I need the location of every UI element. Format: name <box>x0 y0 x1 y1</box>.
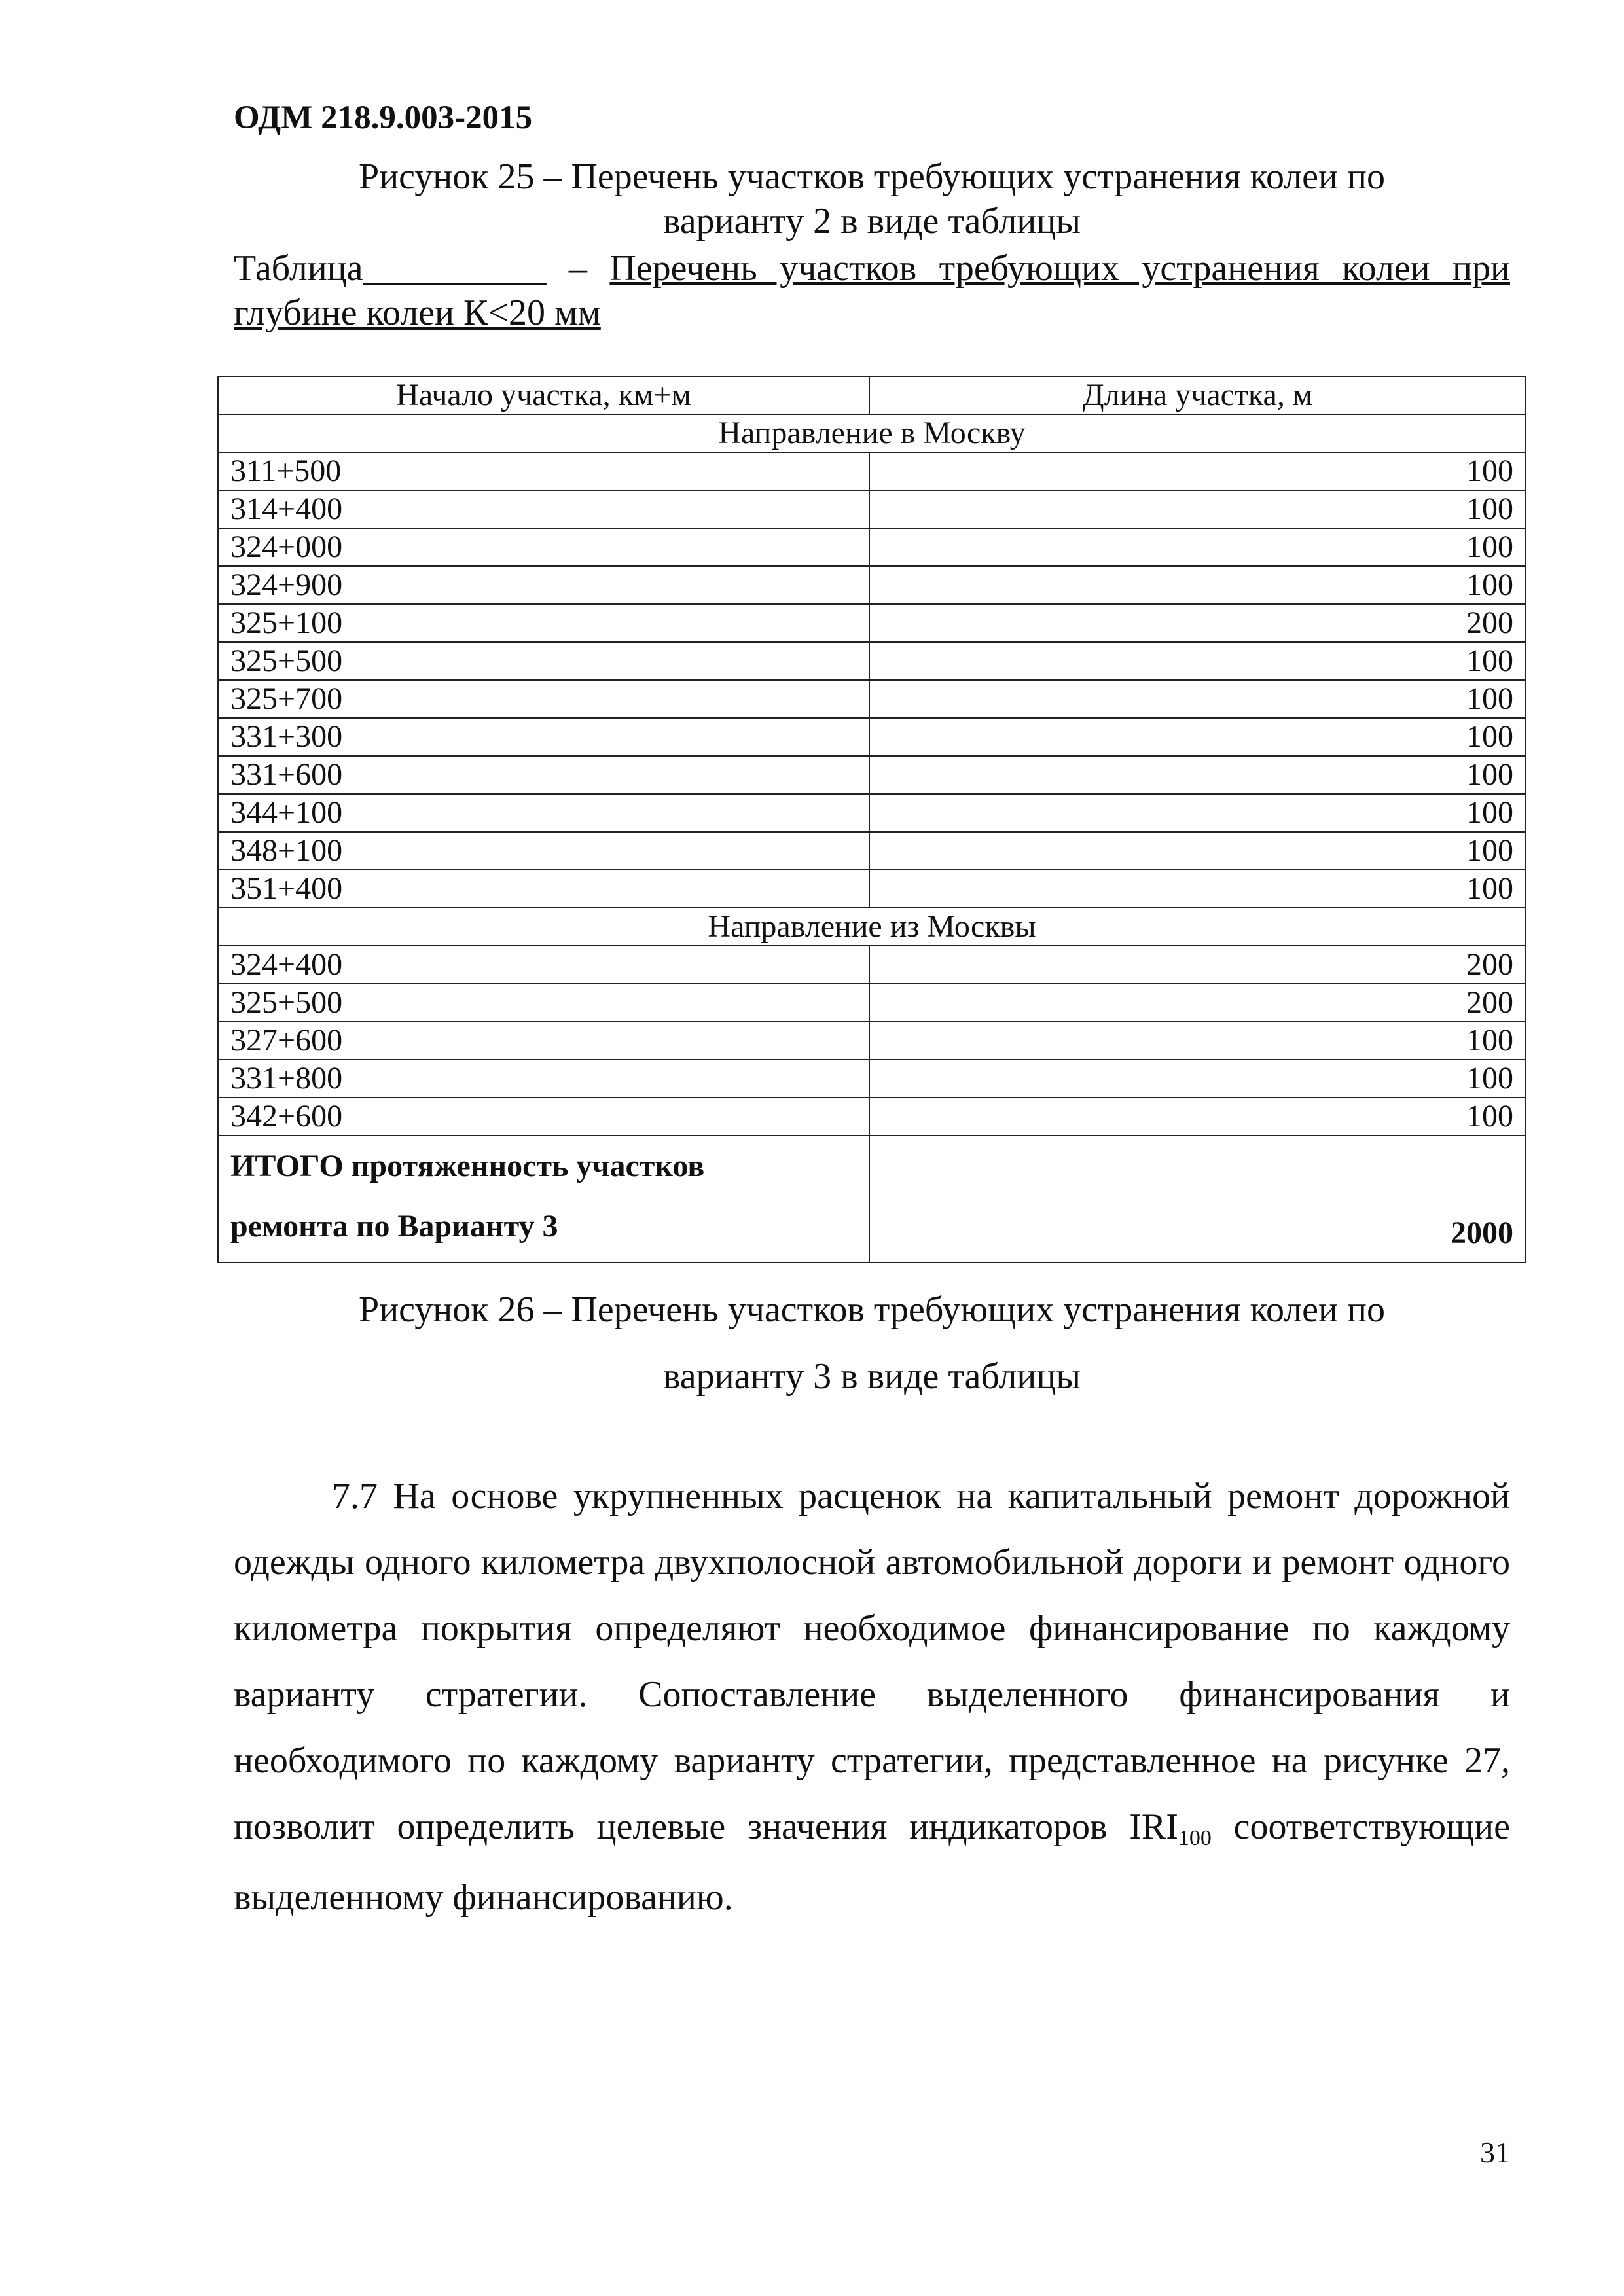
paragraph-subscript: 100 <box>1178 1826 1212 1850</box>
start-cell: 344+100 <box>218 794 869 832</box>
table-row <box>218 528 1526 566</box>
length-cell: 200 <box>869 946 1526 984</box>
figure-26-caption <box>234 1276 1510 1410</box>
total-label-line2: ремонта по Варианту 3 <box>230 1209 558 1244</box>
paragraph-tail: соответствующие выделенному финансированию. <box>234 1806 1511 1918</box>
length-cell: 200 <box>869 984 1526 1022</box>
table-row <box>218 604 1526 642</box>
length-cell: 100 <box>869 680 1526 718</box>
length-cell: 100 <box>869 452 1526 490</box>
table-row <box>218 490 1526 528</box>
figure-25-caption-line2: варианту 2 в виде таблицы <box>663 201 1081 242</box>
table-row <box>218 680 1526 718</box>
table-row <box>218 756 1526 794</box>
length-cell: 100 <box>869 490 1526 528</box>
table-title-prefix: Таблица__________ – <box>234 248 610 289</box>
figure-25-caption <box>234 154 1510 243</box>
length-cell: 100 <box>869 1022 1526 1060</box>
sections-table <box>217 376 1526 1263</box>
length-cell: 100 <box>869 1060 1526 1098</box>
table-row <box>218 946 1526 984</box>
table-header-row <box>218 376 1526 414</box>
length-cell: 100 <box>869 1098 1526 1136</box>
table-title <box>234 246 1510 335</box>
group-row <box>218 908 1526 946</box>
length-cell: 100 <box>869 756 1526 794</box>
length-cell: 200 <box>869 604 1526 642</box>
start-cell: 324+400 <box>218 946 869 984</box>
total-label-line1: ИТОГО протяженность участков <box>230 1149 705 1183</box>
page-number: 31 <box>1480 2136 1510 2169</box>
table-row <box>218 1022 1526 1060</box>
length-cell: 100 <box>869 642 1526 680</box>
paragraph-text: 7.7 На основе укрупненных расценок на капитальный ремонт дорожной одежды одного километра двухполосной автомобильной дороги и ремонт одного километра покрытия определяют необходимое финансирование по каждому варианту стратегии. Сопоставление выделенного финансирования и необходимого по каждому варианту стратегии, представленное на рисунке 27, позволит определить целевые значения индикаторов IRI <box>234 1476 1510 1847</box>
table-row <box>218 1098 1526 1136</box>
total-label <box>218 1136 869 1263</box>
table-row <box>218 452 1526 490</box>
total-row <box>218 1136 1526 1263</box>
column-header-start: Начало участка, км+м <box>218 376 869 414</box>
figure-25-caption-line1: Рисунок 25 – Перечень участков требующих устранения колеи по <box>359 156 1385 197</box>
start-cell: 325+500 <box>218 642 869 680</box>
table-row <box>218 566 1526 604</box>
start-cell: 311+500 <box>218 452 869 490</box>
group-title: Направление из Москвы <box>218 908 1526 946</box>
total-value: 2000 <box>869 1136 1526 1263</box>
table-row <box>218 718 1526 756</box>
start-cell: 331+600 <box>218 756 869 794</box>
table-row <box>218 1060 1526 1098</box>
group-title: Направление в Москву <box>218 414 1526 452</box>
table-title-text: Перечень участков требующих устранения колеи при глубине колеи К<20 мм <box>234 248 1510 333</box>
figure-26-caption-line2: варианту 3 в виде таблицы <box>663 1356 1081 1397</box>
start-cell: 342+600 <box>218 1098 869 1136</box>
body-paragraph <box>234 1463 1510 1931</box>
start-cell: 331+800 <box>218 1060 869 1098</box>
length-cell: 100 <box>869 832 1526 870</box>
start-cell: 331+300 <box>218 718 869 756</box>
table-row <box>218 642 1526 680</box>
length-cell: 100 <box>869 528 1526 566</box>
group-row <box>218 414 1526 452</box>
column-header-length: Длина участка, м <box>869 376 1526 414</box>
start-cell: 324+000 <box>218 528 869 566</box>
start-cell: 314+400 <box>218 490 869 528</box>
length-cell: 100 <box>869 794 1526 832</box>
start-cell: 325+700 <box>218 680 869 718</box>
figure-26-caption-line1: Рисунок 26 – Перечень участков требующих устранения колеи по <box>359 1289 1385 1330</box>
table-row <box>218 984 1526 1022</box>
document-code: ОДМ 218.9.003-2015 <box>234 99 533 136</box>
start-cell: 351+400 <box>218 870 869 908</box>
table-row <box>218 832 1526 870</box>
length-cell: 100 <box>869 870 1526 908</box>
start-cell: 324+900 <box>218 566 869 604</box>
length-cell: 100 <box>869 718 1526 756</box>
start-cell: 348+100 <box>218 832 869 870</box>
start-cell: 327+600 <box>218 1022 869 1060</box>
start-cell: 325+500 <box>218 984 869 1022</box>
length-cell: 100 <box>869 566 1526 604</box>
start-cell: 325+100 <box>218 604 869 642</box>
table-row <box>218 870 1526 908</box>
table-row <box>218 794 1526 832</box>
